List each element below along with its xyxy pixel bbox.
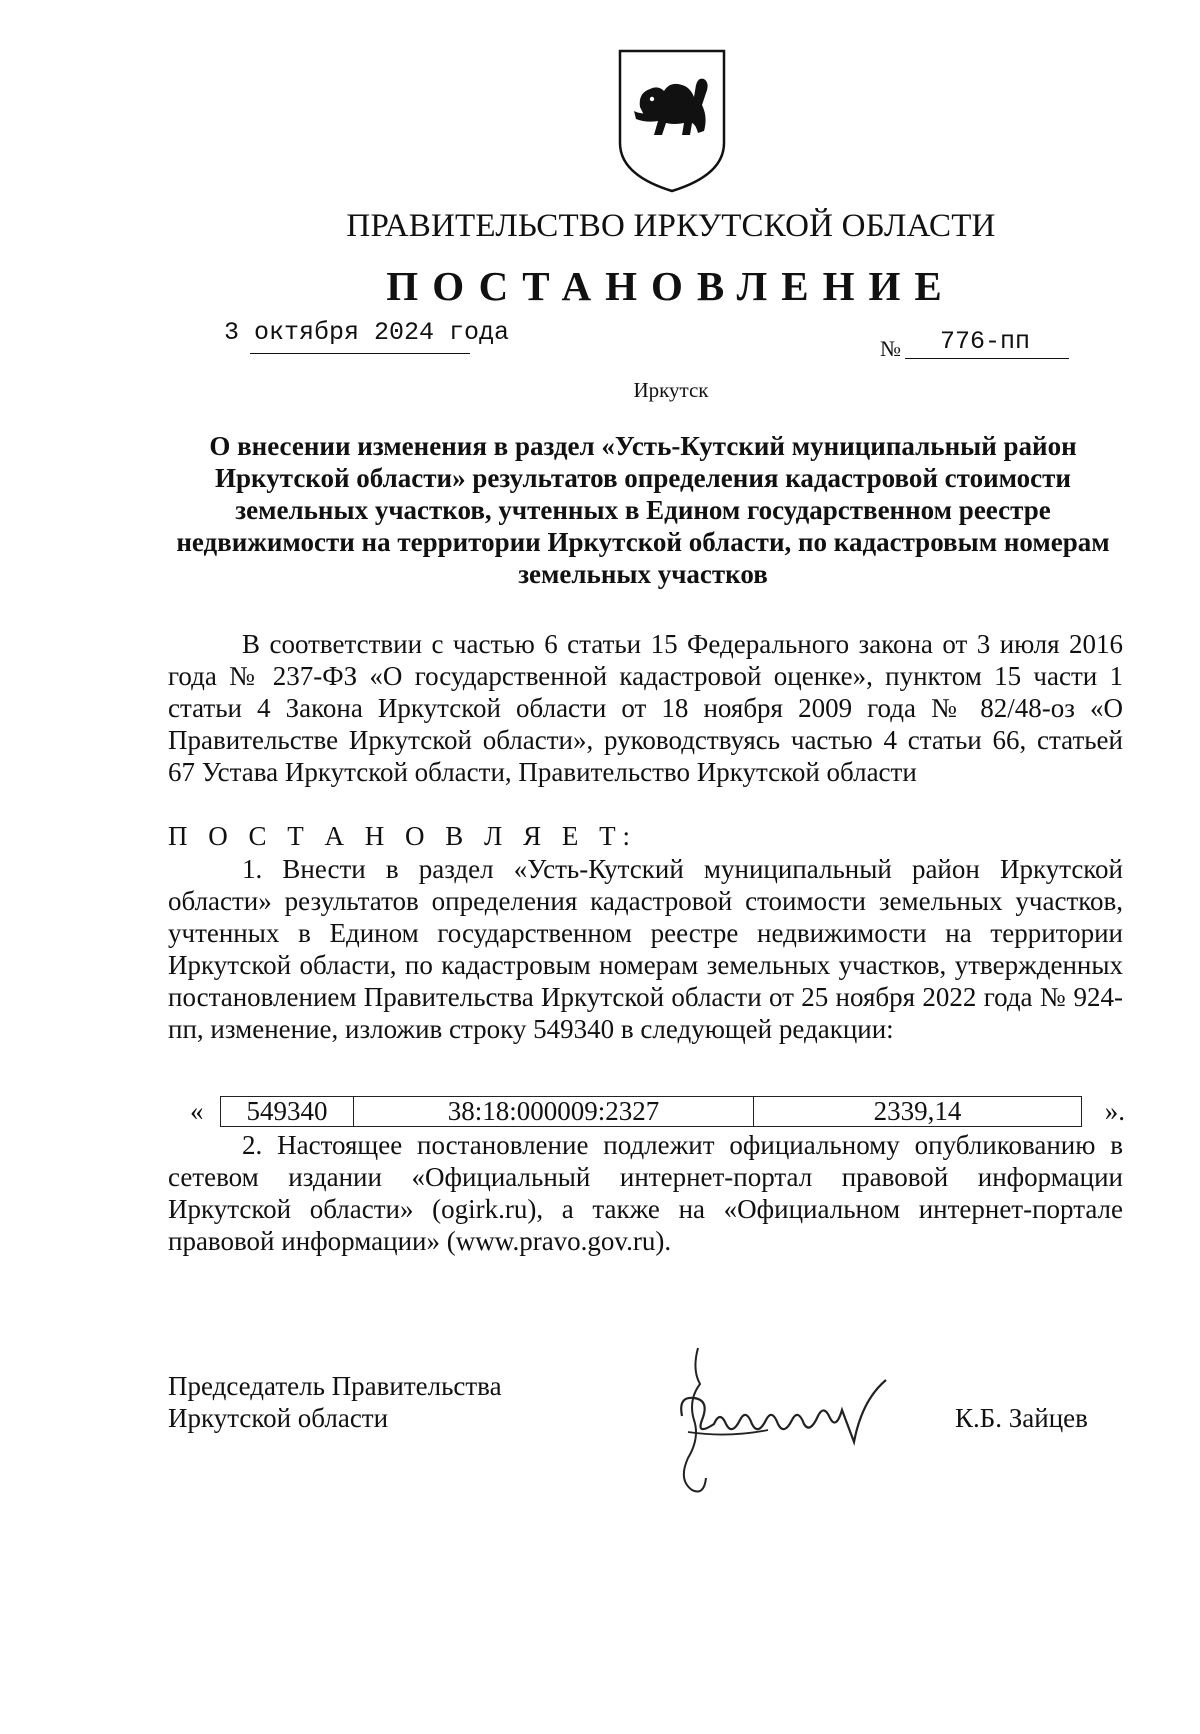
item-2-paragraph: 2. Настоящее постановление подлежит официальному опубликованию в сетевом издании «Официальный интернет-портал правовой информации Иркутской области» (ogirk.ru), а также на «Официальном интернет-портале правовой информации» (www.pravo.gov.ru). bbox=[168, 1130, 1123, 1256]
close-quote: ». bbox=[1104, 1096, 1125, 1126]
item-1-paragraph: 1. Внести в раздел «Усть-Кутский муниципальный район Иркутской области» результатов определения кадастровой стоимости земельных участков, учтенных в Едином государственном реестре недвижимости на территории Иркутской области, по кадастровым номерам земельных участков, утвержденных постановлением Правительства Иркутской области от 25 ноября 2022 года № 924-пп, изменение, изложив строку 549340 в следующей редакции: bbox=[168, 854, 1123, 1044]
handwritten-signature bbox=[648, 1340, 918, 1505]
table-row bbox=[220, 1096, 1082, 1127]
signatory-title-line-1: Председатель Правительства bbox=[168, 1371, 502, 1401]
row-number-cell: 549340 bbox=[221, 1097, 354, 1126]
government-name: ПРАВИТЕЛЬСТВО ИРКУТСКОЙ ОБЛАСТИ bbox=[346, 208, 996, 244]
document-subject: О внесении изменения в раздел «Усть-Кутский муниципальный район Иркутской области» результатов определения кадастровой стоимости земельных участков, учтенных в Едином государственном реестре недвижимости на территории Иркутской области, по кадастровым номерам земельных участков bbox=[176, 431, 1110, 589]
document-type: ПОСТАНОВЛЕНИЕ bbox=[386, 263, 956, 309]
cadastral-number-cell: 38:18:000009:2327 bbox=[354, 1097, 754, 1126]
amended-table-row bbox=[190, 1096, 1125, 1128]
date-underline bbox=[250, 353, 470, 354]
signatory-title-line-2: Иркутской области bbox=[168, 1403, 389, 1433]
city: Иркутск bbox=[633, 378, 709, 402]
document-date: 3 октября 2024 года bbox=[224, 318, 510, 347]
number-sign: № bbox=[880, 336, 901, 361]
number-underline bbox=[905, 358, 1069, 359]
signatory-name: К.Б. Зайцев bbox=[955, 1403, 1088, 1433]
preamble-paragraph: В соответствии с частью 6 статьи 15 Федерального закона от 3 июля 2016 года № 237-ФЗ «О государственной кадастровой оценке», пунктом 15 части 1 статьи 4 Закона Иркутской области от 18 ноября 2009 года № 82/48-оз «О Правительстве Иркутской области», руководствуясь частью 4 статьи 66, статьей 67 Устава Иркутской области, Правительство Иркутской области bbox=[168, 629, 1123, 787]
document-number: 776-пп bbox=[940, 327, 1031, 356]
signatory-title bbox=[168, 1370, 502, 1434]
irkutsk-coat-of-arms-icon bbox=[612, 45, 732, 195]
open-quote: « bbox=[190, 1096, 204, 1126]
resolves-heading: П О С Т А Н О В Л Я Е Т: bbox=[168, 821, 638, 851]
cadastral-value-cell: 2339,14 bbox=[873, 1096, 962, 1126]
